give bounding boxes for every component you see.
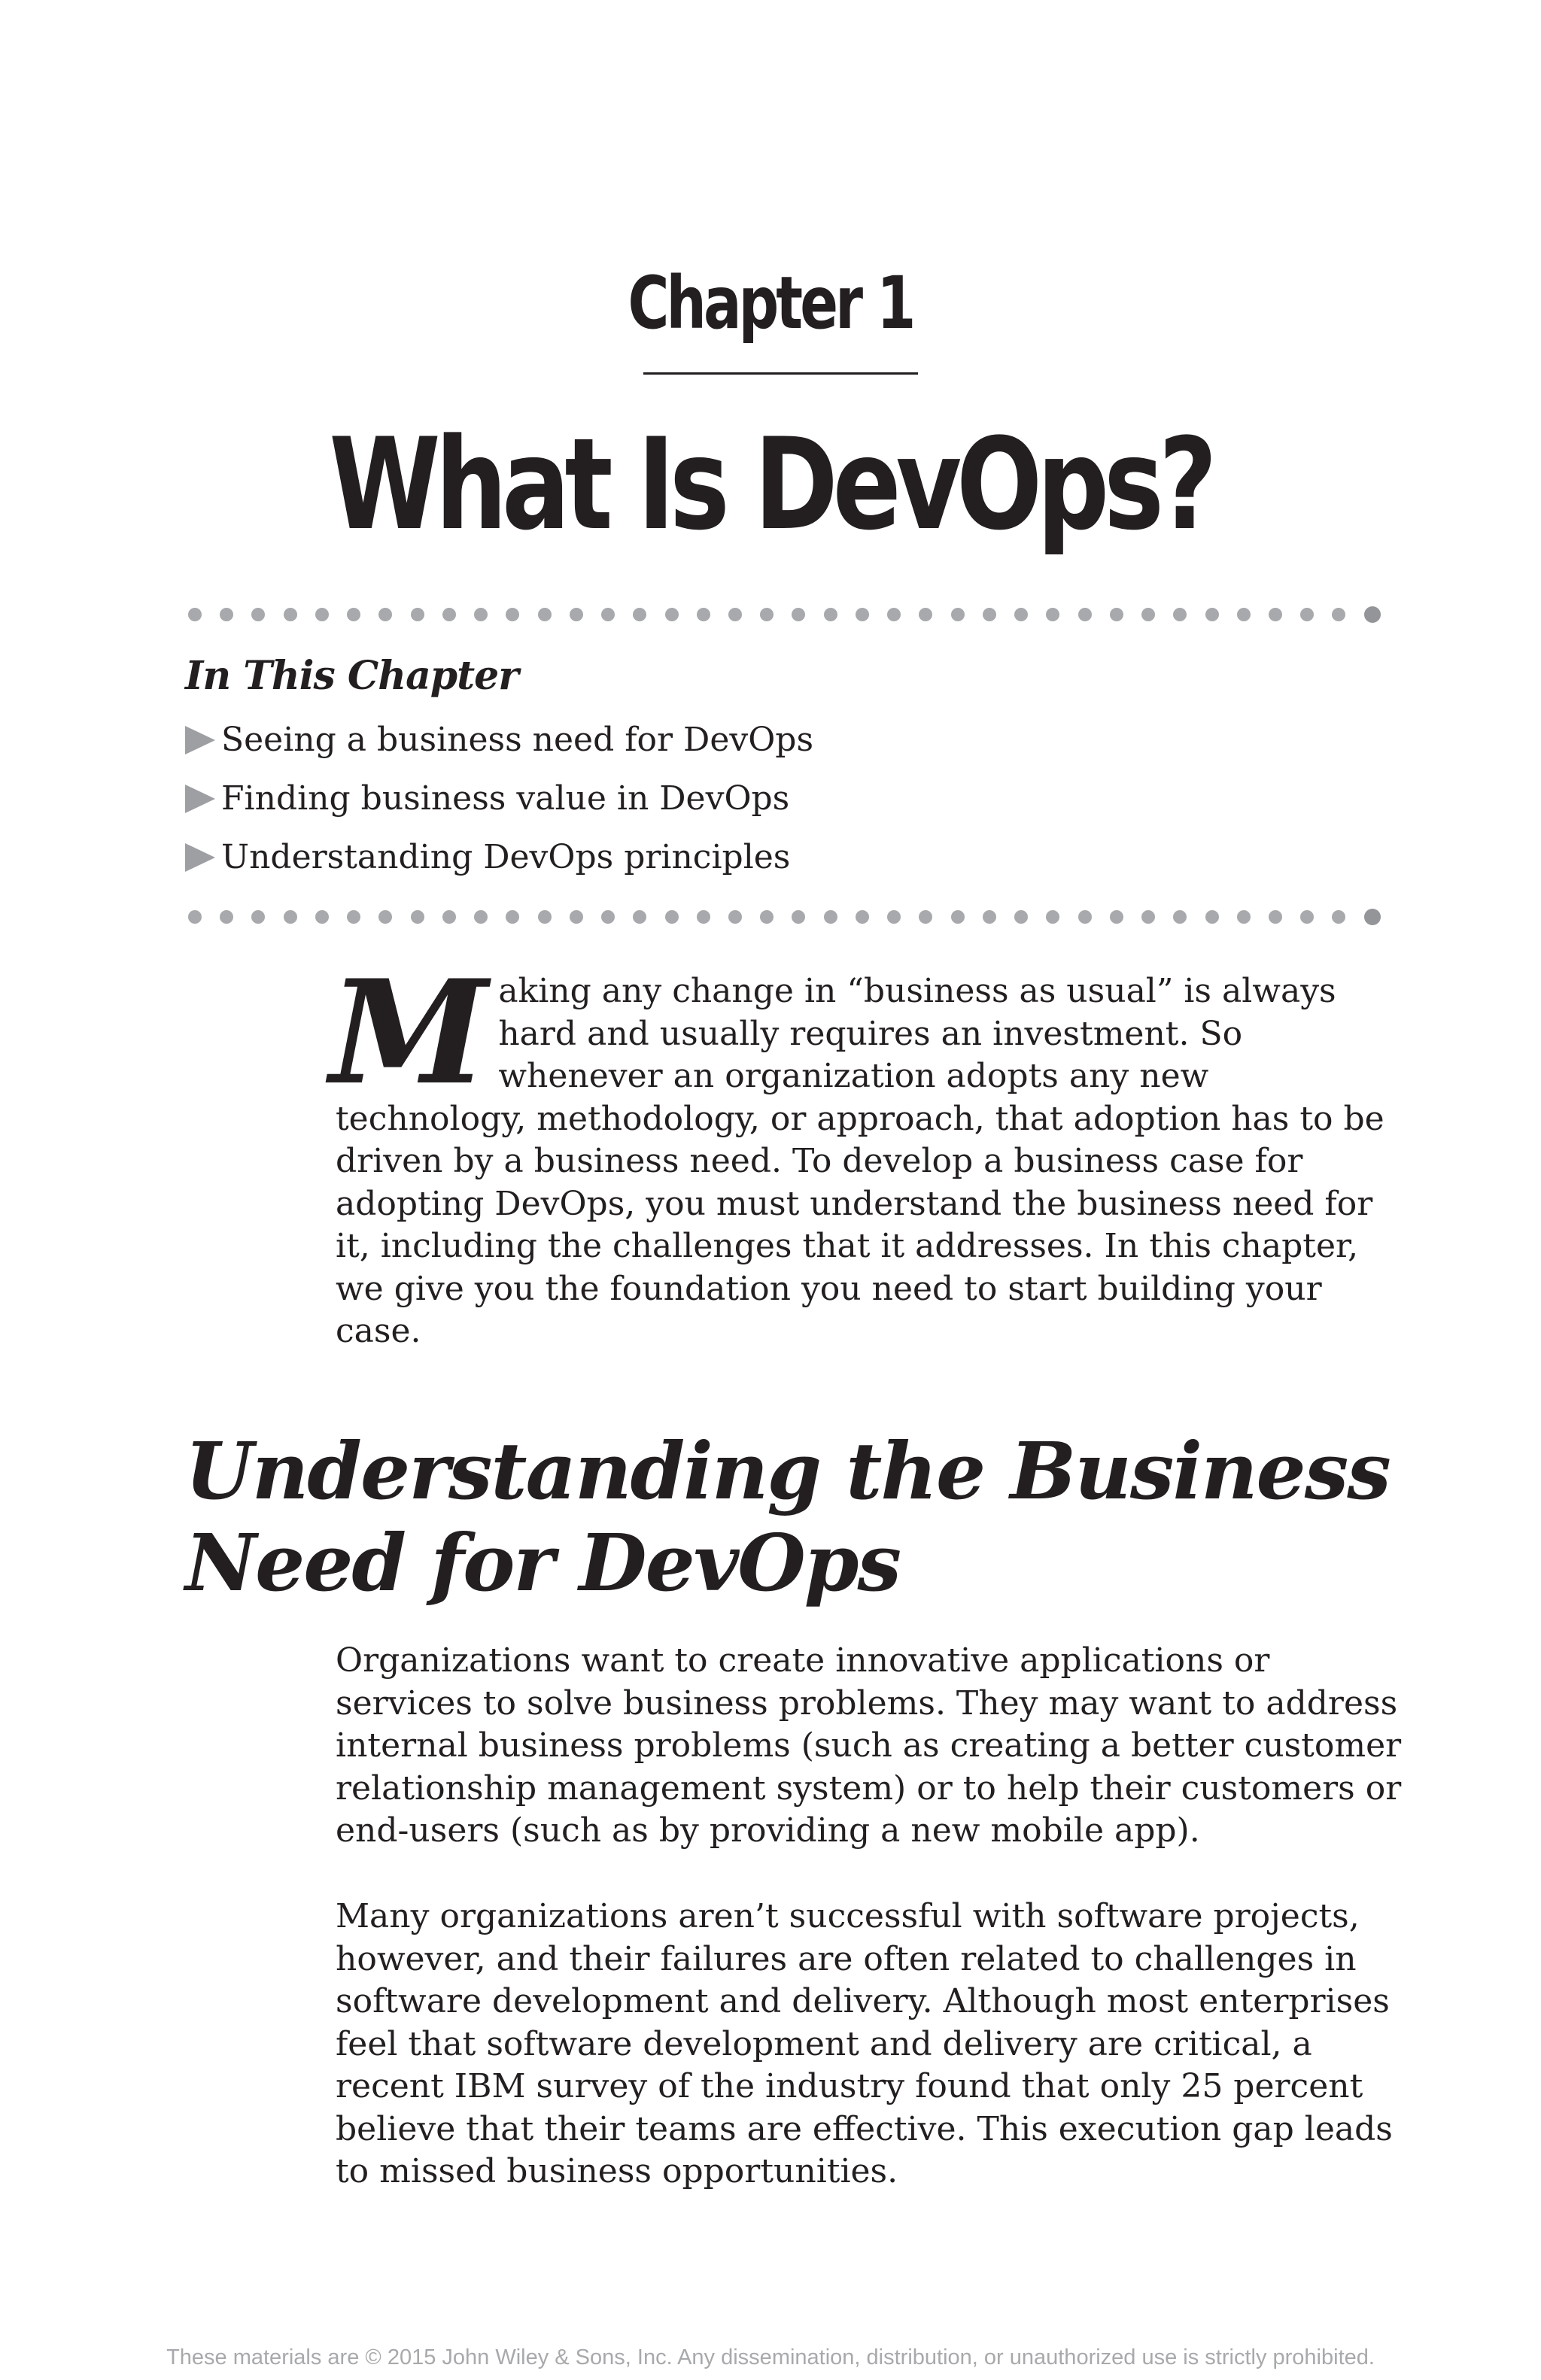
- section-heading: Understanding the Business Need for DevOps: [185, 1425, 1390, 1609]
- dot: [919, 910, 932, 924]
- dot: [1332, 910, 1345, 924]
- dot: [824, 910, 837, 924]
- dot: [1205, 910, 1219, 924]
- list-item-text: Understanding DevOps principles: [221, 838, 791, 876]
- dot: [633, 910, 646, 924]
- triangle-bullet-icon: [185, 785, 215, 813]
- dot: [411, 910, 424, 924]
- dot: [538, 608, 552, 621]
- dot: [1300, 608, 1314, 621]
- dot: [442, 608, 456, 621]
- dot: [665, 910, 679, 924]
- dot: [220, 910, 233, 924]
- dot: [188, 608, 202, 621]
- drop-cap: M: [330, 949, 488, 1116]
- list-item: [185, 770, 813, 828]
- dot: [1014, 608, 1028, 621]
- dot: [1173, 910, 1187, 924]
- dot: [1078, 608, 1092, 621]
- dot: [1110, 910, 1123, 924]
- in-this-chapter-list: [185, 711, 813, 887]
- dot: [474, 608, 488, 621]
- intro-text: aking any change in “business as usual” is always hard and usually requires an investment. So whenever an organization adopts any new technology, methodology, or approach, that adoption has to be driven by a business need. To develop a business case for adopting DevOps, you must understand the business need for it, including the challenges that it addresses. In this chapter, we give you the foundation you need to start building your case.: [336, 972, 1384, 1350]
- dot: [1014, 910, 1028, 924]
- list-item-text: Finding business value in DevOps: [221, 779, 790, 818]
- dot: [792, 910, 805, 924]
- dot: [760, 910, 774, 924]
- dot: [665, 608, 679, 621]
- dot: [1364, 909, 1381, 925]
- dotted-divider-top: [188, 606, 1381, 623]
- dot: [1205, 608, 1219, 621]
- body-paragraph-2: [336, 1896, 1404, 2193]
- dot: [251, 608, 265, 621]
- dot: [442, 910, 456, 924]
- dot: [1046, 910, 1059, 924]
- list-item-text: Seeing a business need for DevOps: [221, 721, 814, 759]
- dot: [760, 608, 774, 621]
- dot: [378, 910, 392, 924]
- dot: [315, 910, 329, 924]
- dot: [474, 910, 488, 924]
- chapter-label: Chapter 1: [628, 261, 913, 345]
- dot: [1332, 608, 1345, 621]
- dot: [887, 608, 901, 621]
- paragraph-text: Many organizations aren’t successful with software projects, however, and their failures are often related to challenges in software development and delivery. Although most enterprises feel that software development and delivery are critical, a recent IBM survey of the industry found that only 25 percent believe that their teams are effective. This execution gap leads to missed business opportunities.: [336, 1897, 1393, 2190]
- dot: [1269, 910, 1282, 924]
- dot: [570, 608, 583, 621]
- chapter-rule: [643, 372, 918, 375]
- dot: [1300, 910, 1314, 924]
- dot: [951, 910, 965, 924]
- dot: [1046, 608, 1059, 621]
- dot: [188, 910, 202, 924]
- dot: [251, 910, 265, 924]
- dot: [347, 910, 360, 924]
- dot: [856, 608, 869, 621]
- dot: [601, 608, 615, 621]
- dot: [1141, 910, 1155, 924]
- chapter-title: What Is DevOps?: [329, 411, 1212, 558]
- triangle-bullet-icon: [185, 843, 215, 872]
- list-item: [185, 711, 813, 770]
- dot: [697, 910, 710, 924]
- dot: [1173, 608, 1187, 621]
- dotted-divider-bottom: [188, 909, 1381, 925]
- copyright-footer: These materials are © 2015 John Wiley & Sons, Inc. Any dissemination, distribution, or unauthorized use is strictly prohibited.: [166, 2345, 1375, 2369]
- dot: [284, 608, 297, 621]
- dot: [983, 608, 996, 621]
- dot: [919, 608, 932, 621]
- dot: [1078, 910, 1092, 924]
- dot: [887, 910, 901, 924]
- dot: [728, 910, 742, 924]
- dot: [856, 910, 869, 924]
- paragraph-text: Organizations want to create innovative applications or services to solve business problems. They may want to address internal business problems (such as creating a better customer relationship management system) or to help their customers or end-users (such as by providing a new mobile app).: [336, 1641, 1402, 1850]
- dot: [1141, 608, 1155, 621]
- in-this-chapter-heading: In This Chapter: [185, 653, 518, 699]
- dot: [506, 608, 519, 621]
- body-paragraph-1: [336, 1640, 1404, 1853]
- dot: [347, 608, 360, 621]
- list-item: [185, 828, 813, 887]
- dot: [824, 608, 837, 621]
- dot: [538, 910, 552, 924]
- dot: [378, 608, 392, 621]
- dot: [1269, 608, 1282, 621]
- dot: [315, 608, 329, 621]
- dot: [570, 910, 583, 924]
- dot: [728, 608, 742, 621]
- dot: [284, 910, 297, 924]
- dot: [951, 608, 965, 621]
- dot: [1237, 910, 1251, 924]
- dot: [697, 608, 710, 621]
- dot: [1237, 608, 1251, 621]
- dot: [1364, 606, 1381, 623]
- dot: [792, 608, 805, 621]
- dot: [506, 910, 519, 924]
- dot: [983, 910, 996, 924]
- intro-paragraph: [330, 949, 1389, 1353]
- dot: [633, 608, 646, 621]
- dot: [411, 608, 424, 621]
- dot: [1110, 608, 1123, 621]
- dot: [601, 910, 615, 924]
- dot: [220, 608, 233, 621]
- triangle-bullet-icon: [185, 726, 215, 754]
